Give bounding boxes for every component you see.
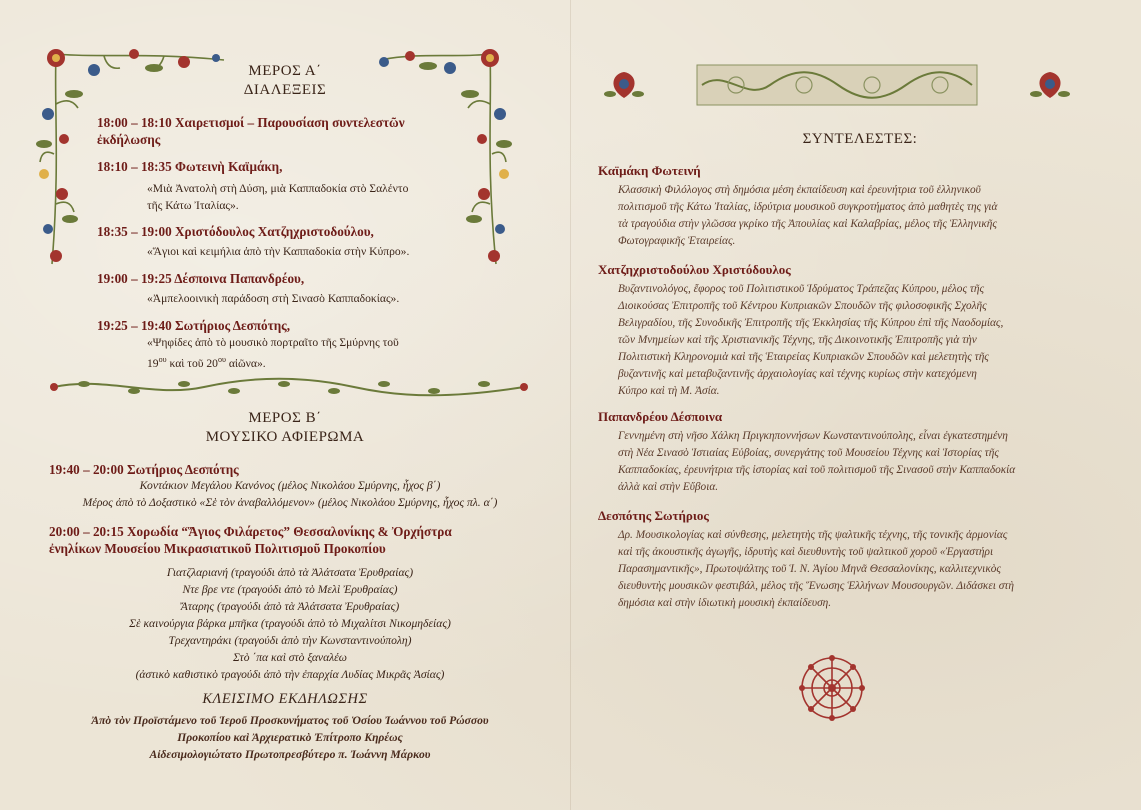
rosette-ornament-icon <box>796 652 868 724</box>
song-6: Στὸ ΄πα καὶ στὸ ξαναλέω <box>233 651 347 664</box>
music-piece-kontakion: Κοντάκιον Μεγάλου Κανόνος (μέλος Νικολάου Σμύρνης, ἦχος β΄) <box>139 479 441 492</box>
talk-title-despotis-1: «Ψηφίδες ἀπὸ τὸ μουσικὸ πορτραῖτο τῆς Σμύρνης τοῦ <box>147 336 399 349</box>
closing-line-3: Αἰδεσιμολογιώτατο Πρωτοπρεσβύτερο π. Ἰωάννη Μάρκου <box>149 748 431 761</box>
song-3: Ἄταρης (τραγούδι ἀπὸ τὰ Ἀλάτσατα Ἐρυθραίας) <box>180 600 400 613</box>
schedule-item-welcome: 18:00 – 18:10 Χαιρετισμοί – Παρουσίαση συντελεστῶν <box>97 115 405 130</box>
music-piece-doxastiko: Μέρος ἀπὸ τὸ Δοξαστικὸ «Σὲ τὸν ἀναβαλλόμενον» (μέλος Νικολάου Σμύρνης, ἦχος πλ. α΄) <box>82 496 498 509</box>
closing-line-1: Ἀπὸ τὸν Προϊστάμενο τοῦ Ἱεροῦ Προσκυνήματος τοῦ Ὁσίου Ἰωάννου τοῦ Ρώσσου <box>91 714 489 727</box>
page-fold <box>570 0 571 810</box>
contributor-bio-kaimaki: Κλασσικὴ Φιλόλογος στὴ δημόσια μέση ἐκπαίδευση καὶ ἐρευνήτρια τοῦ ἑλληνικοῦ πολιτισμοῦ τῆς Κάτω Ἰταλίας, ἱδρύτρια μουσικοῦ συγκροτήματος ἀπὸ μαθητὲς της γιὰ τὰ τραγούδια στὴν γλῶσσα γκρίκο τῆς Ἀπουλίας καὶ Καλαβρίας, μέλος τῆς Ἑλληνικῆς Φωτογραφικῆς Ἑταιρείας. <box>618 184 998 247</box>
part-b-title: ΜΕΡΟΣ Β΄ <box>248 410 322 426</box>
song-4: Σὲ καινούργια βάρκα μπῆκα (τραγούδι ἀπὸ τὸ Μιχαλίτσι Νικομηδείας) <box>129 617 451 630</box>
contributor-bio-despotis: Δρ. Μουσικολογίας καὶ σύνθεσης, μελετητὴς τῆς ψαλτικῆς τέχνης, τῆς τονικῆς ἁρμονίας καὶ τῆς ἀκουστικῆς ἀγωγῆς, ἱδρυτὴς καὶ διευθυντὴς τοῦ ψαλτικοῦ χοροῦ «Ἐργαστήρι Παρασημαντικῆς», Πρωτοψάλτης τοῦ Ἱ. Ν. Ἁγίου Μηνᾶ Θεσσαλονίκης, καλλιτεχνικὸς διευθυντὴς μουσικῶν φεστιβάλ, μέλος τῆς Ἕνωσης Ἑλλήνων Μουσουργῶν. Διδάσκει στὴ δημόσια καὶ στὴν ἰδιωτικὴ μουσικὴ ἐκπαίδευση. <box>618 529 1014 609</box>
contributors-title: ΣΥΝΤΕΛΕΣΤΕΣ: <box>802 131 918 147</box>
talk-title-despotis-2: $19^{o\upsilon}$ καὶ τοῦ $20^{o\upsilon}$ αἰῶνα». <box>147 355 266 370</box>
contributor-bio-chatzichristodoulou: Βυζαντινολόγος, ἔφορος τοῦ Πολιτιστικοῦ Ἱδρύματος Τράπεζας Κύπρου, μέλος τῆς Διοικούσας Ἐπιτροπῆς τοῦ Κέντρου Κυπριακῶν Σπουδῶν τῆς φιλοσοφικῆς Σχολῆς Βελιγραδίου, τῆς Συνοδικῆς Ἐπιτροπῆς τῆς Ἐκκλησίας τῆς Κύπρου ἐπὶ τῆς Ναοδομίας, τῶν Μνημείων καὶ τῆς Χριστιανικῆς Τέχνης, τῆς Δικοινοτικῆς Ἐπιτροπῆς γιὰ τὴν Πολιτιστικὴ Κληρονομιὰ καὶ τῆς Ἑταιρείας Κυπριακῶν Σπουδῶν καὶ μελετητὴς τῆς βυζαντινῆς καὶ μεταβυζαντινῆς ἀρχαιολογίας καὶ τέχνης κυρίως στὴν κατεχόμενη Κύπρο καὶ τὴ Μ. Ἀσία. <box>618 283 1004 397</box>
schedule-item-kaimaki: 18:10 – 18:35 Φωτεινὴ Καϊμάκη, <box>97 159 283 174</box>
schedule-item-chatzichristodoulou: 18:35 – 19:00 Χριστόδουλος Χατζηχριστοδούλου, <box>97 224 374 239</box>
part-b-subtitle: ΜΟΥΣΙΚΟ ΑΦΙΕΡΩΜΑ <box>205 429 365 445</box>
contributor-name-kaimaki: Καϊμάκη Φωτεινή <box>598 163 701 178</box>
scroll-band-ornament <box>696 64 978 106</box>
part-a-subtitle: ΔΙΑΛΕΞΕΙΣ <box>243 82 327 98</box>
talk-title-kaimaki-1: «Μιὰ Ἀνατολὴ στὴ Δύση, μιὰ Καππαδοκία στὸ Σαλέντο <box>147 182 409 195</box>
schedule-item-welcome-cont: ἐκδήλωσης <box>97 132 161 147</box>
talk-title-kaimaki-2: τῆς Κάτω Ἰταλίας». <box>147 199 239 212</box>
flower-motif-icon-right <box>1030 68 1070 102</box>
closing-line-2: Προκοπίου καὶ Ἀρχιερατικὸ Ἐπίτροπο Κηρέως <box>177 731 403 744</box>
song-6-note: (ἀστικὸ καθιστικὸ τραγούδι ἀπὸ τὴν ἐπαρχία Λυδίας Μικρᾶς Ἀσίας) <box>135 668 445 681</box>
talk-title-chatzichristodoulou: «Ἅγιοι καὶ κειμήλια ἀπὸ τὴν Καππαδοκία στὴν Κύπρο». <box>147 245 410 258</box>
flower-motif-icon-left <box>604 68 644 102</box>
music-item-choir: 20:00 – 20:15 Χορωδία “Ἅγιος Φιλάρετος” Θεσσαλονίκης & Ὀρχήστρα <box>49 524 452 539</box>
song-2: Ντε βρε ντε (τραγούδι ἀπὸ τὸ Μελὶ Ἐρυθραίας) <box>182 583 398 596</box>
schedule-item-despotis: 19:25 – 19:40 Σωτήριος Δεσπότης, <box>97 318 291 333</box>
schedule-item-papandreou: 19:00 – 19:25 Δέσποινα Παπανδρέου, <box>97 271 305 286</box>
song-1: Γιατζλαριανή (τραγούδι ἀπὸ τὰ Ἀλάτσατα Ἐρυθραίας) <box>166 566 414 579</box>
floral-corner-ornament-right <box>370 44 520 274</box>
contributor-name-papandreou: Παπανδρέου Δέσποινα <box>598 409 723 424</box>
vine-divider-ornament <box>44 376 534 398</box>
contributor-bio-papandreou: Γεννημένη στὴ νῆσο Χάλκη Πριγκηποννήσων Κωνσταντινούπολης, εἶναι ἐγκατεστημένη στὴ Νέα Σινασὸ Ἱστιαίας Εὐβοίας, συνεργάτης τοῦ Μουσείου Τέχνης καὶ Ἱστορίας τῆς Καππαδοκίας, ἐρευνήτρια τῆς ἱστορίας καὶ τοῦ πολιτισμοῦ τῆς Σινασοῦ στὴν Καππαδοκία ἀλλὰ καὶ στὴν Εὔβοια. <box>618 430 1016 493</box>
closing-title: ΚΛΕΙΣΙΜΟ ΕΚΔΗΛΩΣΗΣ <box>202 691 368 707</box>
part-a-title: ΜΕΡΟΣ Α΄ <box>248 63 322 79</box>
talk-title-papandreou: «Ἀμπελοοινικὴ παράδοση στὴ Σινασὸ Καππαδοκίας». <box>147 292 400 305</box>
contributor-name-chatzichristodoulou: Χατζηχριστοδούλου Χριστόδουλος <box>598 262 791 277</box>
music-item-choir-cont: ἐνηλίκων Μουσείου Μικρασιατικοῦ Πολιτισμοῦ Προκοπίου <box>49 541 386 556</box>
music-item-despotis: 19:40 – 20:00 Σωτήριος Δεσπότης <box>49 462 239 477</box>
song-5: Τρεχαντηράκι (τραγούδι ἀπὸ τὴν Κωνσταντινούπολη) <box>168 634 412 647</box>
contributor-name-despotis: Δεσπότης Σωτήριος <box>598 508 709 523</box>
